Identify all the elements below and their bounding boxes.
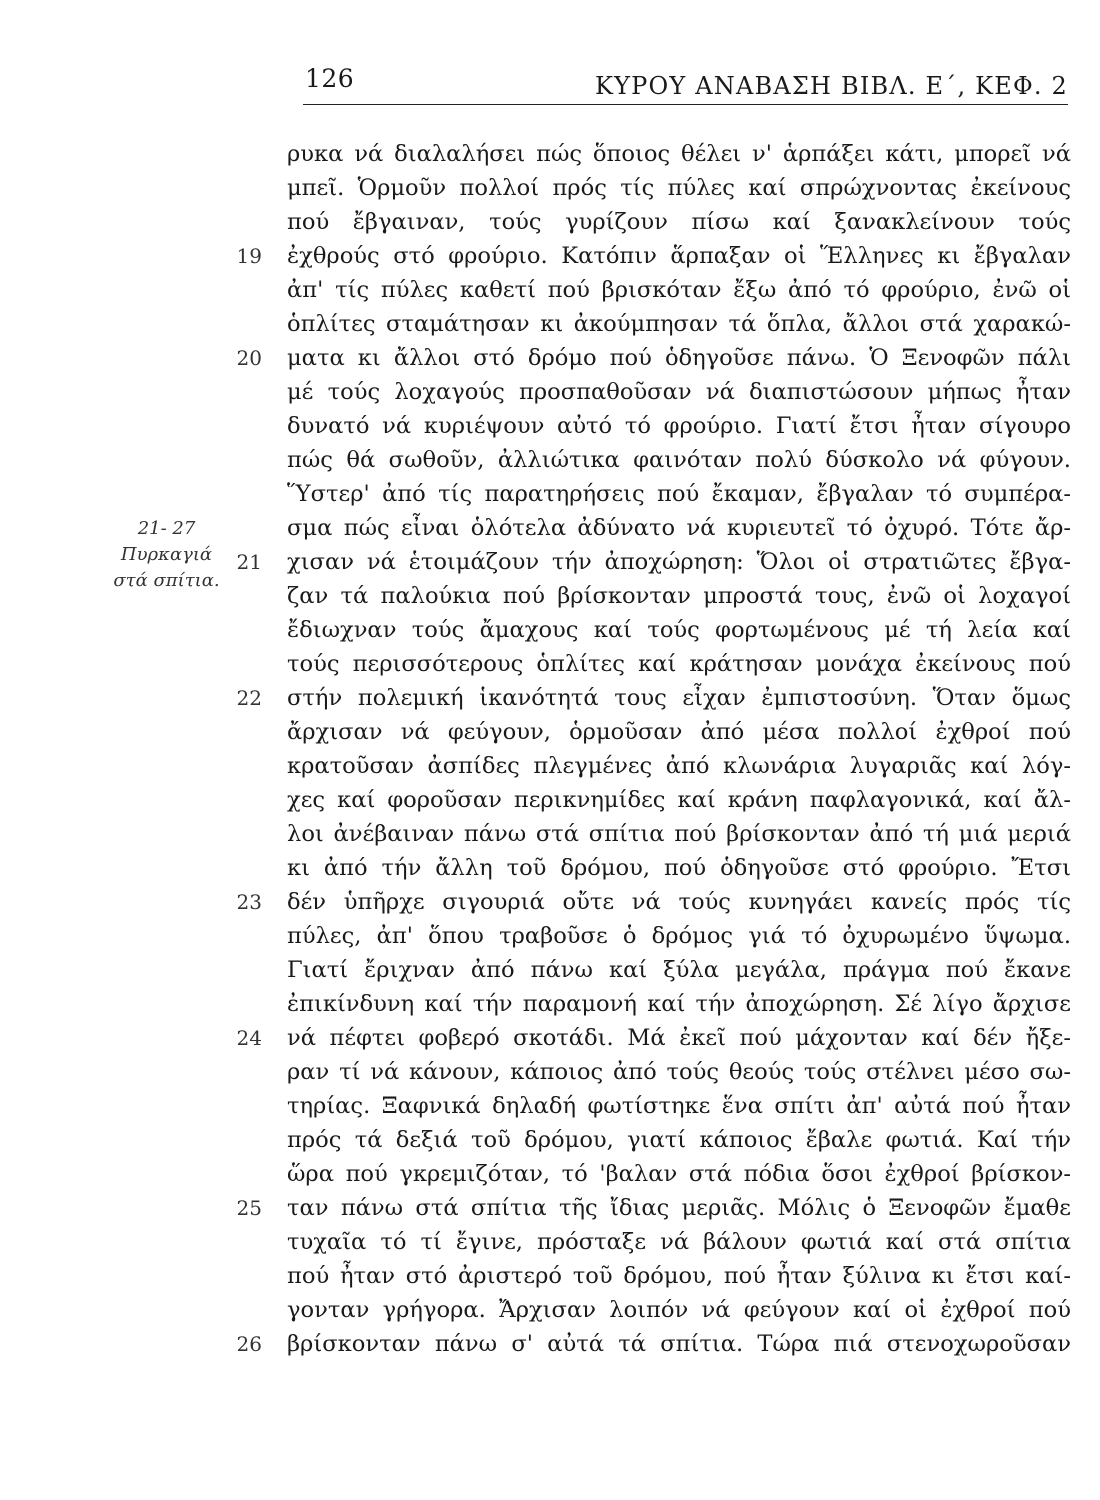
text-line: χισαν νά ἑτοιμάζουν τήν ἀποχώρηση: Ὅλοι οἱ στρατιῶτες ἔβγα-: [287, 549, 1071, 575]
text-line: μέ τούς λοχαγούς προσπαθοῦσαν νά διαπιστώσουν μήπως ἦταν: [287, 379, 1071, 405]
text-line: ταν πάνω στά σπίτια τῆς ἴδιας μεριᾶς. Μόλις ὁ Ξενοφῶν ἔμαθε: [287, 1195, 1071, 1221]
section-number: 24: [236, 1026, 262, 1050]
text-line: λοι ἀνέβαιναν πάνω στά σπίτια πού βρίσκονταν ἀπό τή μιά μεριά: [287, 821, 1071, 847]
text-line: γονταν γρήγορα. Ἄρχισαν λοιπόν νά φεύγουν καί οἱ ἐχθροί πού: [287, 1297, 1071, 1323]
page-number: 126: [305, 64, 355, 93]
text-line: ἀπ' τίς πύλες καθετί πού βρισκόταν ἔξω ἀπό τό φρούριο, ἐνῶ οἱ: [287, 277, 1071, 303]
text-line: Ὕστερ' ἀπό τίς παρατηρήσεις πού ἔκαμαν, ἔβγαλαν τό συμπέρα-: [287, 481, 1071, 507]
text-line: πού ἦταν στό ἀριστερό τοῦ δρόμου, πού ἦταν ξύλινα κι ἔτσι καί-: [287, 1263, 1071, 1289]
text-line: βρίσκονταν πάνω σ' αὐτά τά σπίτια. Τώρα πιά στενοχωροῦσαν: [287, 1331, 1071, 1357]
text-line: πύλες, ἀπ' ὅπου τραβοῦσε ὁ δρόμος γιά τό ὀχυρωμένο ὕψωμα.: [287, 923, 1071, 949]
text-line: ρυκα νά διαλαλήσει πώς ὅποιος θέλει ν' ἁρπάξει κάτι, μπορεῖ νά: [287, 141, 1071, 167]
text-line: ὁπλίτες σταμάτησαν κι ἀκούμπησαν τά ὅπλα, ἄλλοι στά χαρακώ-: [287, 311, 1071, 337]
running-header: [303, 60, 1068, 105]
section-number: 19: [236, 244, 262, 268]
text-line: τυχαῖα τό τί ἔγινε, πρόσταξε νά βάλουν φωτιά καί στά σπίτια: [287, 1229, 1071, 1255]
text-line: ραν τί νά κάνουν, κάποιος ἀπό τούς θεούς τούς στέλνει μέσο σω-: [287, 1059, 1071, 1085]
section-number: 22: [236, 686, 262, 710]
text-line: στήν πολεμική ἱκανότητά τους εἶχαν ἐμπιστοσύνη. Ὅταν ὅμως: [287, 685, 1071, 711]
text-line: ὥρα πού γκρεμιζόταν, τό 'βαλαν στά πόδια ὅσοι ἐχθροί βρίσκον-: [287, 1161, 1071, 1187]
text-line: πού ἔβγαιναν, τούς γυρίζουν πίσω καί ξανακλείνουν τούς: [287, 209, 1071, 235]
text-line: τούς περισσότερους ὁπλίτες καί κράτησαν μονάχα ἐκείνους πού: [287, 651, 1071, 677]
text-line: τηρίας. Ξαφνικά δηλαδή φωτίστηκε ἕνα σπίτι ἀπ' αὐτά πού ἦταν: [287, 1093, 1071, 1119]
text-line: κι ἀπό τήν ἄλλη τοῦ δρόμου, πού ὁδηγοῦσε στό φρούριο. Ἔτσι: [287, 855, 1071, 881]
text-line: ἄρχισαν νά φεύγουν, ὁρμοῦσαν ἀπό μέσα πολλοί ἐχθροί πού: [287, 719, 1071, 745]
text-line: πρός τά δεξιά τοῦ δρόμου, γιατί κάποιος ἔβαλε φωτιά. Καί τήν: [287, 1127, 1071, 1153]
text-line: χες καί φοροῦσαν περικνημίδες καί κράνη παφλαγονικά, καί ἄλ-: [287, 787, 1071, 813]
section-number: 21: [236, 550, 262, 574]
text-line: νά πέφτει φοβερό σκοτάδι. Μά ἐκεῖ πού μάχονταν καί δέν ἤξε-: [287, 1025, 1071, 1051]
text-line: πώς θά σωθοῦν, ἀλλιώτικα φαινόταν πολύ δύσκολο νά φύγουν.: [287, 447, 1071, 473]
text-line: δέν ὑπῆρχε σιγουριά οὔτε νά τούς κυνηγάει κανείς πρός τίς: [287, 889, 1071, 915]
section-number: 25: [236, 1196, 262, 1220]
margin-note-line-2: στά σπίτια.: [113, 570, 220, 591]
text-line: ματα κι ἄλλοι στό δρόμο πού ὁδηγοῦσε πάνω. Ὁ Ξενοφῶν πάλι: [287, 345, 1071, 371]
section-number: 26: [236, 1332, 262, 1356]
text-line: δυνατό νά κυριέψουν αὐτό τό φρούριο. Γιατί ἔτσι ἦταν σίγουρο: [287, 413, 1071, 439]
text-line: ἐχθρούς στό φρούριο. Κατόπιν ἅρπαξαν οἱ Ἕλληνες κι ἔβγαλαν: [287, 243, 1071, 269]
text-line: σμα πώς εἶναι ὁλότελα ἀδύνατο νά κυριευτεῖ τό ὀχυρό. Τότε ἄρ-: [287, 515, 1071, 541]
margin-note-line-1: Πυρκαγιά: [120, 544, 213, 565]
running-title: ΚΥΡΟΥ ΑΝΑΒΑΣΗ ΒΙΒΛ. Ε΄, ΚΕΦ. 2: [594, 72, 1068, 100]
text-line: Γιατί ἔριχναν ἀπό πάνω καί ξύλα μεγάλα, πράγμα πού ἔκανε: [287, 957, 1071, 983]
margin-note: [104, 516, 229, 594]
margin-note-range: 21- 27: [137, 518, 196, 539]
section-number: 20: [236, 346, 262, 370]
text-line: μπεῖ. Ὁρμοῦν πολλοί πρός τίς πύλες καί σπρώχνοντας ἐκείνους: [287, 175, 1071, 201]
text-line: ζαν τά παλούκια πού βρίσκονταν μπροστά τους, ἐνῶ οἱ λοχαγοί: [287, 583, 1071, 609]
text-line: ἔδιωχναν τούς ἄμαχους καί τούς φορτωμένους μέ τή λεία καί: [287, 617, 1071, 643]
text-line: ἐπικίνδυνη καί τήν παραμονή καί τήν ἀποχώρηση. Σέ λίγο ἄρχισε: [287, 991, 1071, 1017]
section-number: 23: [236, 890, 262, 914]
text-line: κρατοῦσαν ἀσπίδες πλεγμένες ἀπό κλωνάρια λυγαριᾶς καί λόγ-: [287, 753, 1071, 779]
